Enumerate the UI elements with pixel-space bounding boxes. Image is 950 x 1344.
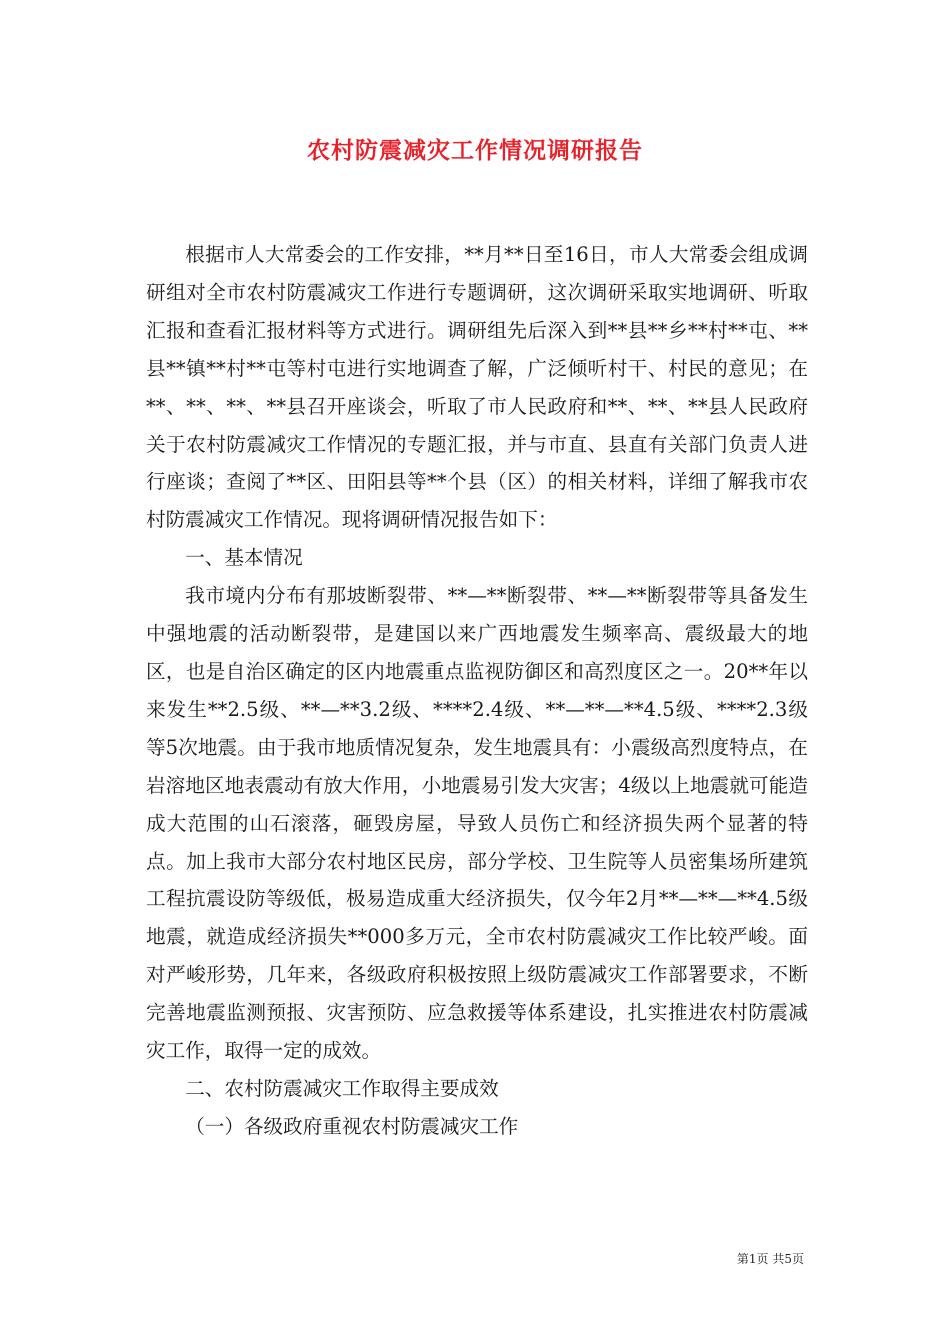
document-title: 农村防震减灾工作情况调研报告 (307, 137, 643, 164)
subsection-heading-1: （一）各级政府重视农村防震减灾工作 (185, 1114, 519, 1138)
paragraph-intro: 根据市人大常委会的工作安排，**月**日至16日，市人大常委会组成调研组对全市农村防震减灾工作进行专题调研，这次调研采取实地调研、听取汇报和查看汇报材料等方式进行。调研组先后深入到**县**乡**村**屯、**县**镇**村**屯等村屯进行实地调查了解，广泛倾听村干、村民的意见；在**、**、**、**县召开座谈会，听取了市人民政府和**、**、**县人民政府关于农村防震减灾工作情况的专题汇报，并与市直、县直有关部门负责人进行座谈；查阅了**区、田阳县等**个县（区）的相关材料，详细了解我市农村防震减灾工作情况。现将调研情况报告如下： (146, 243, 808, 532)
page-number: 第1页 共5页 (736, 1252, 804, 1266)
document-body (146, 236, 808, 1146)
section-heading-achievements: 二、农村防震减灾工作取得主要成效 (185, 1076, 499, 1100)
section-heading-basic: 一、基本情况 (185, 546, 303, 570)
paragraph-basic-situation: 我市境内分布有那坡断裂带、**—**断裂带、**—**断裂带等具备发生中强地震的活动断裂带，是建国以来广西地震发生频率高、震级最大的地区，也是自治区确定的区内地震重点监视防御区和高烈度区之一。20**年以来发生**2.5级、**—**3.2级、****2.4级、**—**—**4.5级、****2.3级等5次地震。由于我市地质情况复杂，发生地震具有：小震级高烈度特点，在岩溶地区地表震动有放大作用，小地震易引发大灾害；4级以上地震就可能造成大范围的山石滚落，砸毁房屋，导致人员伤亡和经济损失两个显著的特点。加上我市大部分农村地区民房，部分学校、卫生院等人员密集场所建筑工程抗震设防等级低，极易造成重大经济损失，仅今年2月**—**—**4.5级地震，就造成经济损失**000多万元，全市农村防震减灾工作比较严峻。面对严峻形势，几年来，各级政府积极按照上级防震减灾工作部署要求，不断完善地震监测预报、灾害预防、应急救援等体系建设，扎实推进农村防震减灾工作，取得一定的成效。 (146, 584, 808, 1063)
